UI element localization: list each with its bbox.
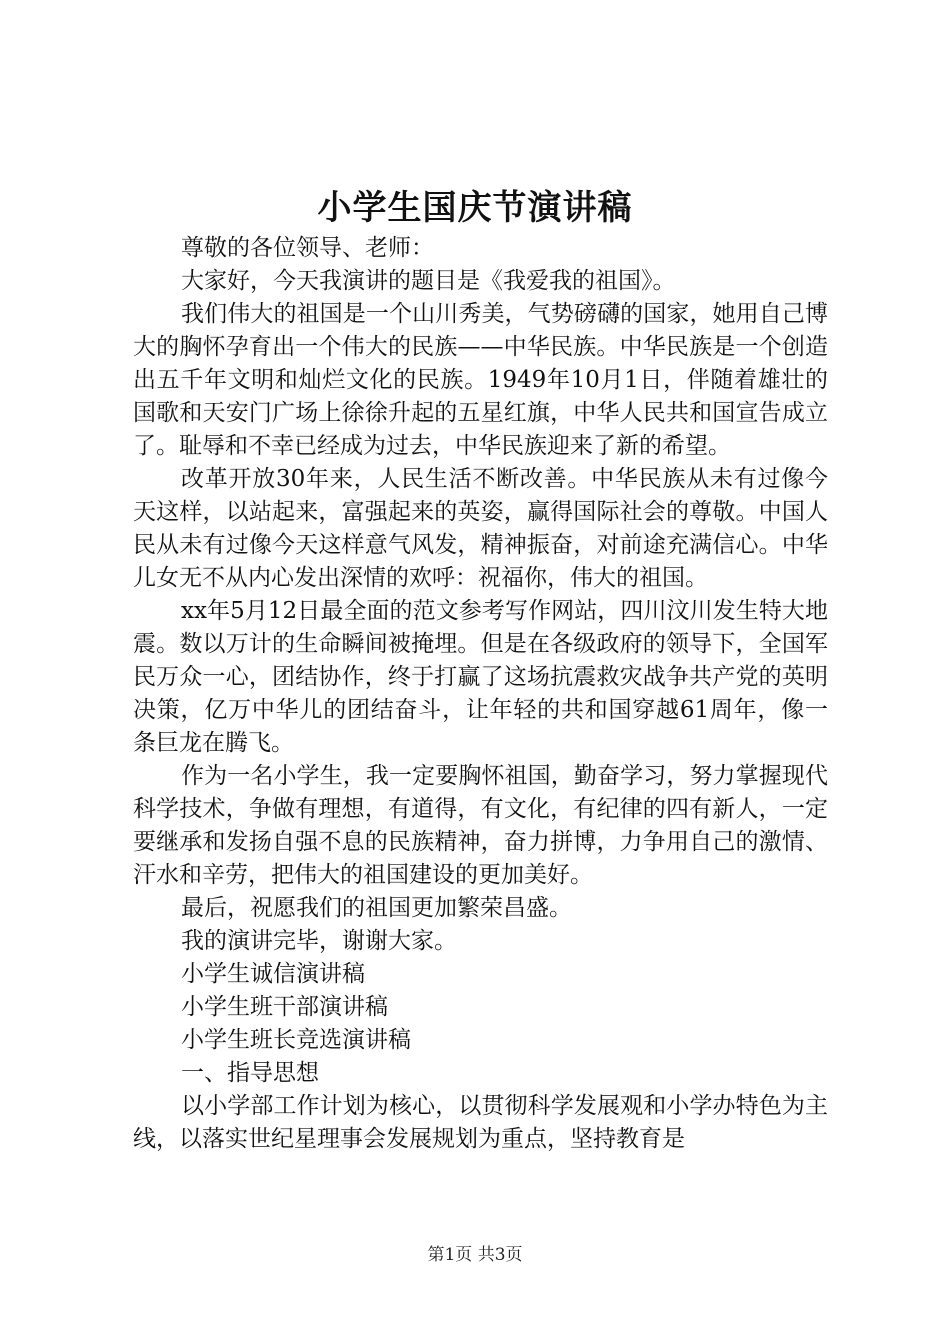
related-title: 小学生诚信演讲稿 bbox=[181, 961, 365, 987]
paragraph-greeting: 尊敬的各位领导、老师： bbox=[181, 235, 434, 261]
related-title: 小学生班长竞选演讲稿 bbox=[181, 1027, 411, 1053]
page-footer: 第1页 共3页 bbox=[427, 1245, 523, 1265]
paragraph: xx年5月12日最全面的范文参考写作网站，四川汶川发生特大地震。数以万计的生命瞬间被掩埋。但是在各级政府的领导下，全国军民万众一心，团结协作，终于打赢了这场抗震救灾战争共产党的英明决策，亿万中华儿的团结奋斗，让年轻的共和国穿越61周年，像一条巨龙在腾飞。 bbox=[133, 598, 828, 756]
paragraph: 我们伟大的祖国是一个山川秀美，气势磅礴的国家，她用自己博大的胸怀孕育出一个伟大的民族——中华民族。中华民族是一个创造出五千年文明和灿烂文化的民族。1949年10月1日，伴随着雄壮的国歌和天安门广场上徐徐升起的五星红旗，中华人民共和国宣告成立了。耻辱和不幸已经成为过去，中华民族迎来了新的希望。 bbox=[133, 301, 828, 459]
paragraph-thanks: 我的演讲完毕，谢谢大家。 bbox=[181, 928, 457, 954]
paragraph-closing-wish: 最后，祝愿我们的祖国更加繁荣昌盛。 bbox=[181, 895, 572, 921]
paragraph: 作为一名小学生，我一定要胸怀祖国，勤奋学习，努力掌握现代科学技术，争做有理想，有道得，有文化，有纪律的四有新人，一定要继承和发扬自强不息的民族精神，奋力拼博，力争用自己的激情、汗水和辛劳，把伟大的祖国建设的更加美好。 bbox=[133, 763, 828, 888]
related-title: 小学生班干部演讲稿 bbox=[181, 994, 388, 1020]
section-heading: 一、指导思想 bbox=[181, 1060, 319, 1086]
paragraph: 改革开放30年来，人民生活不断改善。中华民族从未有过像今天这样，以站起来，富强起来的英姿，赢得国际社会的尊敬。中国人民从未有过像今天这样意气风发，精神振奋，对前途充满信心。中华儿女无不从内心发出深情的欢呼：祝福你，伟大的祖国。 bbox=[133, 466, 828, 591]
document-body bbox=[133, 232, 828, 1156]
paragraph-intro: 大家好，今天我演讲的题目是《我爱我的祖国》。 bbox=[181, 268, 676, 294]
document-title: 小学生国庆节演讲稿 bbox=[317, 188, 633, 228]
paragraph: 以小学部工作计划为核心，以贯彻科学发展观和小学办特色为主线，以落实世纪星理事会发展规划为重点，坚持教育是 bbox=[133, 1093, 828, 1152]
